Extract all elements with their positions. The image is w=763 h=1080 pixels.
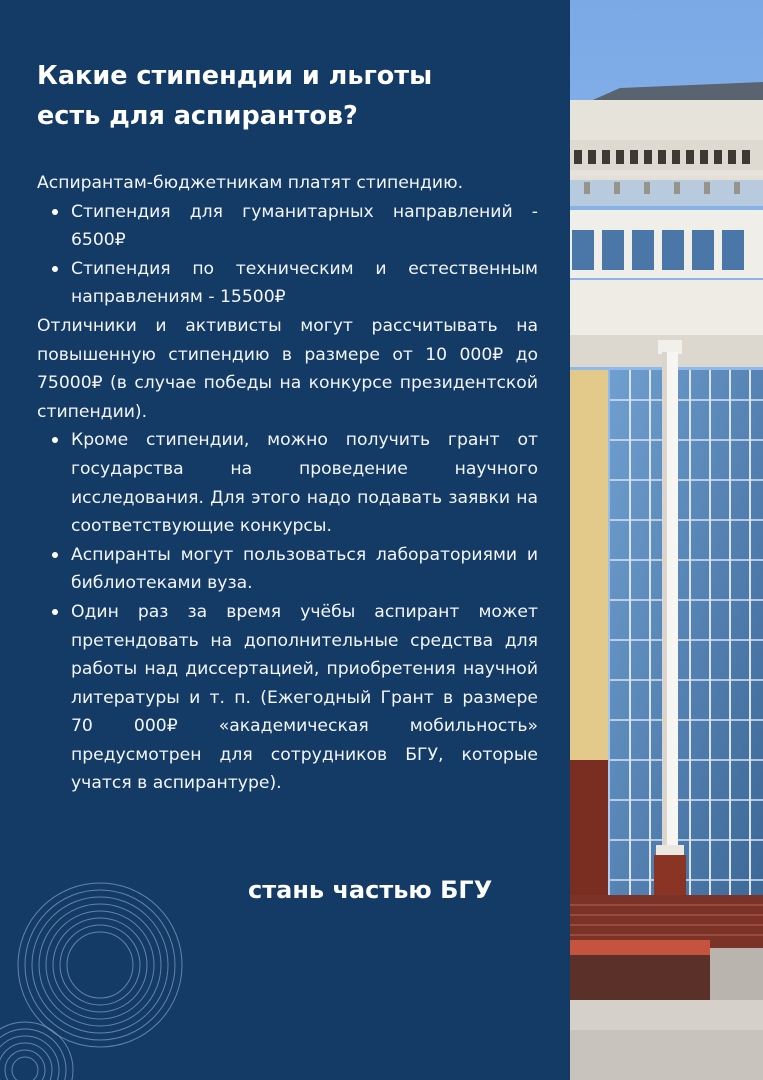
title-line-1: Какие стипендии и льготы <box>37 61 433 91</box>
building-illustration <box>570 0 763 1080</box>
title-line-2: есть для аспирантов? <box>37 101 358 131</box>
call-to-action: стань частью БГУ <box>248 876 493 904</box>
list-item: Один раз за время учёбы аспирант может претендовать на дополнительные средства для работы над диссертацией, приобретения научной литературы и т. п. (Ежегодный Грант в размере 70 000₽ «академическая мобильность» предусмотрен для сотрудников БГУ, которые учатся в аспирантуре). <box>71 598 538 798</box>
intro-text: Аспирантам-бюджетникам платят стипендию. <box>37 173 464 193</box>
university-building-photo <box>570 0 763 1080</box>
list-item: Стипендия по техническим и естественным направлениям - 15500₽ <box>71 255 538 312</box>
increased-scholarship-text: Отличники и активисты могут рассчитывать на повышенную стипендию в размере от 10 000₽ до 75000₽ (в случае победы на конкурсе президентской стипендии). <box>37 315 538 422</box>
list-item: Аспиранты могут пользоваться лабораториями и библиотеками вуза. <box>71 541 538 598</box>
benefits-list <box>37 426 538 798</box>
page-title <box>37 56 547 136</box>
list-item: Кроме стипендии, можно получить грант от государства на проведение научного исследования. Для этого надо подавать заявки на соответствующие конкурсы. <box>71 426 538 540</box>
concentric-circles-decoration <box>0 880 200 1080</box>
content <box>37 169 538 798</box>
scholarship-list <box>37 198 538 312</box>
list-item: Стипендия для гуманитарных направлений - 6500₽ <box>71 198 538 255</box>
